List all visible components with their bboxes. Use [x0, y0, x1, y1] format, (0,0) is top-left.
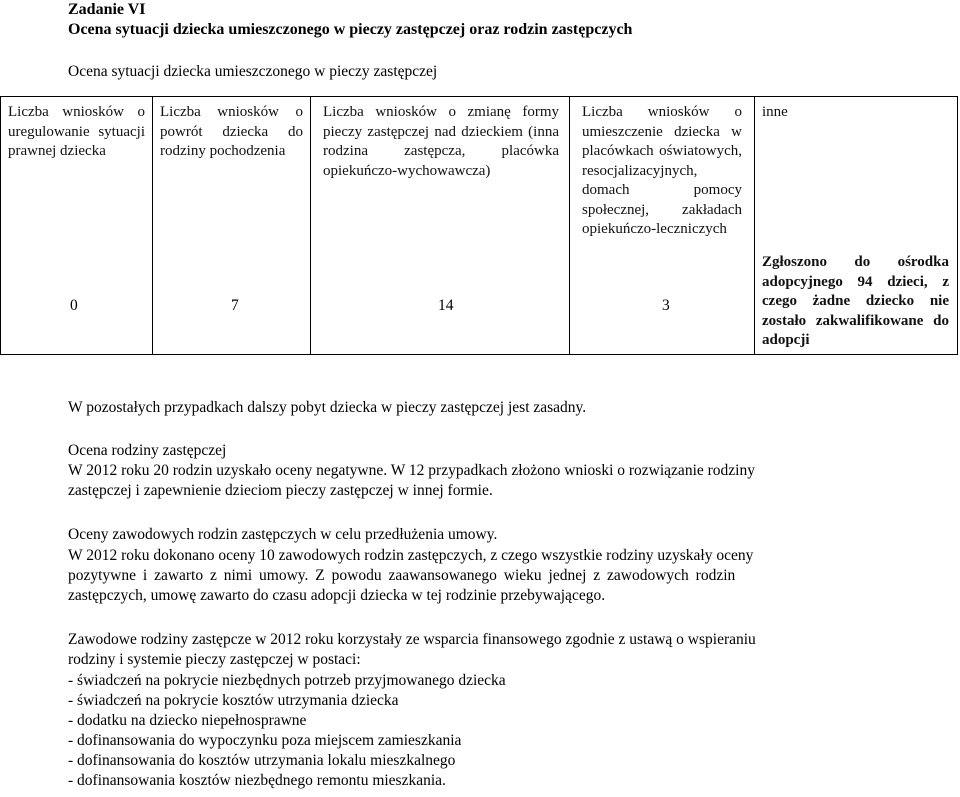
list-item: - dofinansowania kosztów niezbędnego remontu mieszkania.: [68, 772, 446, 789]
list-item: - świadczeń na pokrycie kosztów utrzymania dziecka: [68, 692, 399, 709]
support-list: [68, 671, 890, 791]
section-subtitle: Ocena sytuacji dziecka umieszczonego w pieczy zastępczej: [68, 63, 438, 80]
list-item: - dofinansowania do wypoczynku poza miejscem zamieszkania: [68, 732, 462, 749]
task-label: Zadanie VI: [68, 1, 146, 18]
value-change-care: 14: [438, 297, 454, 314]
paragraph-remaining-cases: W pozostałych przypadkach dalszy pobyt dziecka w pieczy zastępczej jest zasadny.: [68, 399, 587, 416]
prof-families-paragraph: [68, 546, 890, 606]
foster-eval-paragraph: [68, 461, 890, 501]
case-summary-table: [0, 96, 958, 355]
value-institutions: 3: [662, 297, 670, 314]
header-text: Liczba wniosków o zmianę formy pieczy zastępczej nad dzieckiem (inna rodzina zastępcza, placówka opiekuńczo-wychowawcza): [323, 104, 559, 179]
header-text: inne: [762, 104, 788, 120]
header-text: Liczba wniosków o uregulowanie sytuacji prawnej dziecka: [8, 104, 145, 159]
foster-eval-heading: Ocena rodziny zastępczej: [68, 442, 227, 459]
section-title: Ocena sytuacji dziecka umieszczonego w pieczy zastępczej oraz rodzin zastępczych: [68, 21, 633, 38]
other-note: Zgłoszono do ośrodka adopcyjnego 94 dzieci, z czego żadne dziecko nie zostało zakwalifikowane do adopcji: [762, 254, 949, 348]
text-line: zastępczej i zapewnienie dzieciom pieczy zastępczej w innej formie.: [68, 482, 493, 499]
header-text: Liczba wniosków o powrót dziecka do rodziny pochodzenia: [160, 104, 303, 159]
header-text: Liczba wniosków o umieszczenie dziecka w placówkach oświatowych, resocjalizacyjnych, domach pomocy społecznej, zakładach opiekuńczo-leczniczych: [582, 104, 742, 237]
list-item: - dofinansowania do kosztów utrzymania lokalu mieszkalnego: [68, 752, 456, 769]
prof-families-heading: Oceny zawodowych rodzin zastępczych w celu przedłużenia umowy.: [68, 526, 498, 543]
support-paragraph: [68, 630, 890, 670]
text-line: W 2012 roku 20 rodzin uzyskało oceny negatywne. W 12 przypadkach złożono wnioski o rozwiązanie rodziny: [68, 462, 755, 479]
text-line: zastępczych, umowę zawarto do czasu adopcji dziecka w tej rodzinie przebywającego.: [68, 587, 606, 604]
list-item: - dodatku na dziecko niepełnosprawne: [68, 712, 307, 729]
text-line: rodziny i systemie pieczy zastępczej w postaci:: [68, 651, 361, 668]
table-header-other: [755, 97, 958, 355]
value-return-home: 7: [231, 297, 239, 314]
text-line: Zawodowe rodziny zastępcze w 2012 roku korzystały ze wsparcia finansowego zgodnie z ustawą o wspieraniu: [68, 631, 756, 648]
table-values-row: [0, 296, 760, 316]
list-item: - świadczeń na pokrycie niezbędnych potrzeb przyjmowanego dziecka: [68, 672, 506, 689]
text-line: pozytywne i zawarto z nimi umowy. Z powodu zaawansowanego wieku jednej z zawodowych rodzin: [68, 567, 736, 584]
value-legal-status: 0: [70, 297, 78, 314]
text-line: W 2012 roku dokonano oceny 10 zawodowych rodzin zastępczych, z czego wszystkie rodziny uzyskały oceny: [68, 547, 754, 564]
